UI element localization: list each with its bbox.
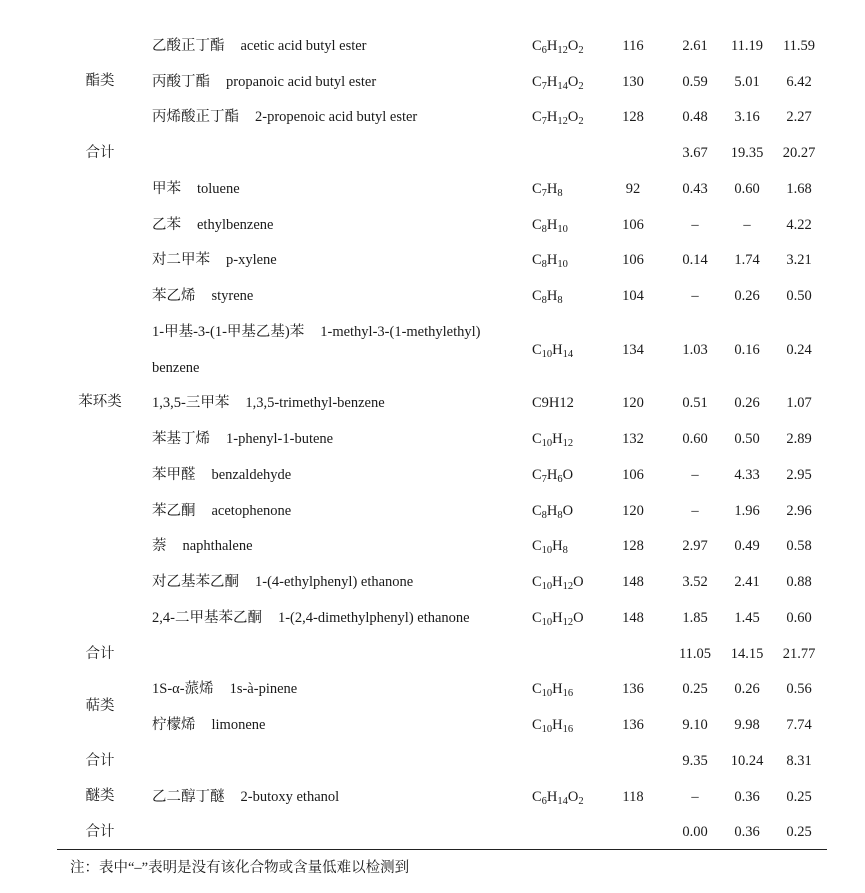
compound-name [152, 537, 253, 555]
value-1: – [691, 503, 699, 519]
formula-element: C [532, 181, 542, 197]
compound-name-en: 2-propenoic acid butyl ester [255, 109, 418, 125]
formula-subscript: 14 [557, 796, 568, 807]
compound-name [152, 37, 367, 55]
formula-subscript: 8 [541, 295, 547, 306]
formula-subscript: 8 [562, 545, 568, 556]
molecular-formula [532, 287, 563, 305]
formula-element: O [567, 109, 579, 125]
formula-subscript: 7 [541, 116, 547, 127]
formula-element: C [532, 538, 542, 554]
formula-element: O [562, 503, 574, 519]
compound-name-cn: 1,3,5-三甲苯 [152, 395, 230, 411]
formula-element: C [532, 467, 542, 483]
compound-name-cn: 乙二醇丁醚 [152, 789, 225, 805]
value-3: 0.24 [786, 342, 812, 358]
total-value-1: 0.00 [682, 824, 708, 840]
molecular-weight: 118 [622, 789, 644, 805]
value-1: – [691, 288, 699, 304]
formula-subscript: 10 [541, 724, 553, 735]
formula-element: H [546, 74, 558, 90]
value-1: 1.85 [682, 610, 708, 626]
compound-name [152, 394, 385, 412]
compound-name [152, 216, 274, 234]
formula-subscript: 6 [541, 45, 547, 56]
compound-name [152, 430, 333, 448]
table-footnote: 注：表中“–”表明是没有该化合物或含量低难以检测到 [70, 860, 410, 876]
formula-subscript: 10 [557, 224, 568, 235]
formula-subscript: 12 [562, 581, 574, 592]
value-3: 6.42 [786, 74, 812, 90]
formula-element: H [552, 610, 563, 626]
value-3: 2.89 [786, 431, 812, 447]
compound-name-en: acetic acid butyl ester [240, 38, 367, 54]
compound-name [152, 573, 413, 591]
total-value-1: 9.35 [682, 753, 708, 769]
value-2: 2.41 [734, 574, 760, 590]
compound-name-cn: 柠檬烯 [152, 717, 196, 733]
compound-name [152, 466, 291, 484]
formula-subscript: 10 [541, 688, 553, 699]
category-terpenes: 萜类 [85, 698, 115, 714]
total-label: 合计 [85, 824, 115, 840]
formula-element: H [546, 288, 558, 304]
compound-name-cn: 苯基丁烯 [152, 431, 210, 447]
compound-name-en: naphthalene [182, 538, 253, 554]
compound-name-cn: 丙烯酸正丁酯 [152, 109, 239, 125]
molecular-weight: 148 [622, 574, 644, 590]
molecular-weight: 104 [622, 288, 644, 304]
category-esters: 酯类 [85, 73, 115, 89]
value-2: 4.33 [734, 467, 760, 483]
value-2: 0.16 [734, 342, 760, 358]
formula-subscript: 14 [557, 81, 568, 92]
compound-name-en: toluene [197, 181, 240, 197]
molecular-formula [532, 216, 568, 234]
value-2: 0.26 [734, 395, 760, 411]
formula-element: C [532, 217, 542, 233]
compound-name-en: 1,3,5-trimethyl-benzene [245, 395, 385, 411]
compound-name-cn: 1S-α-蒎烯 [152, 681, 214, 697]
compound-name-en: styrene [211, 288, 254, 304]
value-2: 9.98 [734, 717, 760, 733]
value-1: – [691, 789, 699, 805]
value-1: – [691, 217, 699, 233]
molecular-formula [532, 502, 573, 520]
formula-subscript: 8 [557, 188, 563, 199]
value-3: 0.60 [786, 610, 812, 626]
formula-element: H [552, 717, 563, 733]
formula-element: C [532, 610, 542, 626]
formula-element: H [546, 467, 558, 483]
molecular-formula [532, 341, 573, 359]
molecular-weight: 106 [622, 467, 644, 483]
value-1: 2.61 [682, 38, 708, 54]
compound-name-en: p-xylene [226, 252, 277, 268]
formula-subscript: 8 [541, 224, 547, 235]
formula-element: H [546, 109, 558, 125]
formula-element: C [532, 431, 542, 447]
formula-element: O [567, 38, 579, 54]
formula-subscript: 7 [541, 188, 547, 199]
compound-name-cn: 对二甲苯 [152, 252, 210, 268]
formula-subscript: 10 [541, 349, 553, 360]
formula-subscript: 2 [578, 45, 584, 56]
value-2: 5.01 [734, 74, 760, 90]
molecular-formula [532, 37, 584, 55]
formula-element: O [562, 467, 574, 483]
molecular-weight: 130 [622, 74, 644, 90]
value-2: 11.19 [730, 38, 764, 54]
value-2: 1.45 [734, 610, 760, 626]
value-1: – [691, 467, 699, 483]
compound-name-cn: 苯乙酮 [152, 503, 196, 519]
formula-subscript: 12 [562, 617, 574, 628]
formula-subscript: 8 [541, 259, 547, 270]
formula-subscript: 12 [557, 45, 568, 56]
formula-element: H [552, 574, 563, 590]
molecular-formula [532, 108, 584, 126]
value-3: 0.56 [786, 681, 812, 697]
molecular-weight: 136 [622, 717, 644, 733]
compound-name-cn: 对乙基苯乙酮 [152, 574, 239, 590]
formula-element: O [567, 74, 579, 90]
formula-element: O [573, 574, 584, 590]
molecular-weight: 92 [625, 181, 641, 197]
molecular-weight: 132 [622, 431, 644, 447]
formula-element: C [532, 109, 542, 125]
formula-element: C [532, 342, 542, 358]
compound-name-cn: 乙苯 [152, 217, 181, 233]
compound-name-en: ethylbenzene [197, 217, 274, 233]
compound-name-en: 1-phenyl-1-butene [226, 431, 334, 447]
formula-subscript: 2 [578, 116, 584, 127]
molecular-formula [532, 73, 584, 91]
value-3: 1.68 [786, 181, 812, 197]
formula-element: O [573, 610, 584, 626]
formula-subscript: 10 [541, 545, 553, 556]
value-2: 0.49 [734, 538, 760, 554]
molecular-formula [532, 394, 574, 412]
formula-element: H [546, 181, 558, 197]
value-3: 11.59 [782, 38, 816, 54]
value-2: 0.26 [734, 288, 760, 304]
compound-name [152, 323, 481, 341]
total-value-2: 19.35 [730, 145, 764, 161]
formula-subscript: 8 [557, 295, 563, 306]
formula-element: H [552, 681, 563, 697]
compound-name [152, 680, 297, 698]
formula-element: H [552, 538, 563, 554]
total-value-1: 11.05 [678, 646, 712, 662]
compound-name-cn: 萘 [152, 538, 167, 554]
formula-element: C9H12 [532, 395, 574, 411]
value-1: 0.14 [682, 252, 708, 268]
molecular-weight: 148 [622, 610, 644, 626]
total-label: 合计 [85, 753, 115, 769]
compound-name-en: 1s-à-pinene [229, 681, 298, 697]
formula-element: H [552, 342, 563, 358]
value-2: 0.50 [734, 431, 760, 447]
total-value-3: 21.77 [782, 646, 816, 662]
formula-element: C [532, 574, 542, 590]
formula-subscript: 6 [541, 796, 547, 807]
formula-subscript: 16 [562, 724, 574, 735]
total-value-2: 0.36 [734, 824, 760, 840]
compound-name [152, 502, 291, 520]
value-1: 0.51 [682, 395, 708, 411]
compound-name-cn: 乙酸正丁酯 [152, 38, 225, 54]
formula-element: H [546, 789, 558, 805]
value-3: 4.22 [786, 217, 812, 233]
compound-name-cn: 1-甲基-3-(1-甲基乙基)苯 [152, 324, 305, 340]
value-3: 0.88 [786, 574, 812, 590]
formula-subscript: 2 [578, 81, 584, 92]
formula-subscript: 10 [541, 438, 553, 449]
value-1: 3.52 [682, 574, 708, 590]
total-value-3: 20.27 [782, 145, 816, 161]
molecular-weight: 128 [622, 109, 644, 125]
molecular-formula [532, 609, 584, 627]
formula-element: H [552, 431, 563, 447]
compound-name-cn: 苯甲醛 [152, 467, 196, 483]
compound-name-en: propanoic acid butyl ester [226, 74, 377, 90]
value-1: 2.97 [682, 538, 708, 554]
total-value-2: 10.24 [730, 753, 764, 769]
compound-name-cn: 丙酸丁酯 [152, 74, 210, 90]
formula-subscript: 12 [562, 438, 574, 449]
value-3: 2.95 [786, 467, 812, 483]
compound-name-en: 1-(4-ethylphenyl) ethanone [255, 574, 414, 590]
formula-subscript: 8 [541, 510, 547, 521]
compound-name [152, 287, 253, 305]
compound-name-cn: 苯乙烯 [152, 288, 196, 304]
formula-element: H [546, 217, 558, 233]
formula-element: C [532, 717, 542, 733]
value-1: 0.48 [682, 109, 708, 125]
compound-name-en: benzaldehyde [211, 467, 292, 483]
total-value-2: 14.15 [730, 646, 764, 662]
value-3: 3.21 [786, 252, 812, 268]
formula-element: H [546, 38, 558, 54]
molecular-formula [532, 788, 584, 806]
value-2: 1.96 [734, 503, 760, 519]
value-1: 0.59 [682, 74, 708, 90]
formula-element: C [532, 74, 542, 90]
compound-name [152, 73, 376, 91]
formula-element: O [567, 789, 579, 805]
compound-name-en-cont: benzene [152, 360, 200, 376]
molecular-formula [532, 680, 573, 698]
compound-name [152, 180, 240, 198]
molecular-formula [532, 430, 573, 448]
value-2: 0.60 [734, 181, 760, 197]
value-1: 0.60 [682, 431, 708, 447]
formula-element: C [532, 503, 542, 519]
molecular-weight: 106 [622, 217, 644, 233]
formula-element: C [532, 252, 542, 268]
total-value-1: 3.67 [682, 145, 708, 161]
formula-element: H [546, 252, 558, 268]
formula-subscript: 12 [557, 116, 568, 127]
formula-subscript: 10 [541, 581, 553, 592]
value-2: 1.74 [734, 252, 760, 268]
value-3: 0.50 [786, 288, 812, 304]
total-label: 合计 [85, 646, 115, 662]
value-3: 0.58 [786, 538, 812, 554]
compound-name-en: acetophenone [211, 503, 292, 519]
compound-name-en: 1-methyl-3-(1-methylethyl) [320, 324, 481, 340]
molecular-formula [532, 573, 584, 591]
compound-name-en: 2-butoxy ethanol [240, 789, 340, 805]
compound-name [152, 716, 265, 734]
value-2: 3.16 [734, 109, 760, 125]
value-2: 0.36 [734, 789, 760, 805]
formula-subscript: 7 [541, 474, 547, 485]
molecular-formula [532, 251, 568, 269]
compound-name-cn: 2,4-二甲基苯乙酮 [152, 610, 262, 626]
molecular-weight: 120 [622, 503, 644, 519]
formula-subscript: 7 [541, 81, 547, 92]
value-2: – [743, 217, 751, 233]
molecular-weight: 128 [622, 538, 644, 554]
formula-element: C [532, 38, 542, 54]
molecular-weight: 134 [622, 342, 644, 358]
compound-name [152, 108, 417, 126]
value-3: 2.27 [786, 109, 812, 125]
total-value-3: 0.25 [786, 824, 812, 840]
total-value-3: 8.31 [786, 753, 812, 769]
value-3: 2.96 [786, 503, 812, 519]
formula-subscript: 10 [541, 617, 553, 628]
value-1: 0.43 [682, 181, 708, 197]
molecular-weight: 136 [622, 681, 644, 697]
formula-element: C [532, 789, 542, 805]
value-3: 0.25 [786, 789, 812, 805]
formula-subscript: 8 [557, 510, 563, 521]
compound-name [152, 251, 277, 269]
value-1: 1.03 [682, 342, 708, 358]
compound-name [152, 788, 339, 806]
value-1: 0.25 [682, 681, 708, 697]
molecular-weight: 116 [622, 38, 644, 54]
formula-element: C [532, 288, 542, 304]
value-2: 0.26 [734, 681, 760, 697]
formula-subscript: 6 [557, 474, 563, 485]
compound-name [152, 609, 470, 627]
category-ethers: 醚类 [85, 788, 115, 804]
value-3: 7.74 [786, 717, 812, 733]
formula-subscript: 2 [578, 796, 584, 807]
molecular-formula [532, 537, 568, 555]
value-3: 1.07 [786, 395, 812, 411]
bottom-rule [57, 849, 827, 850]
compound-name-cn: 甲苯 [152, 181, 181, 197]
formula-subscript: 16 [562, 688, 574, 699]
value-1: 9.10 [682, 717, 708, 733]
molecular-formula [532, 716, 573, 734]
formula-subscript: 14 [562, 349, 574, 360]
formula-element: C [532, 681, 542, 697]
molecular-formula [532, 466, 573, 484]
molecular-formula [532, 180, 563, 198]
molecular-weight: 106 [622, 252, 644, 268]
compound-name-en: limonene [211, 717, 266, 733]
category-aromatics: 苯环类 [78, 394, 122, 410]
formula-subscript: 10 [557, 259, 568, 270]
total-label: 合计 [85, 145, 115, 161]
molecular-weight: 120 [622, 395, 644, 411]
compound-name-en: 1-(2,4-dimethylphenyl) ethanone [277, 610, 470, 626]
formula-element: H [546, 503, 558, 519]
